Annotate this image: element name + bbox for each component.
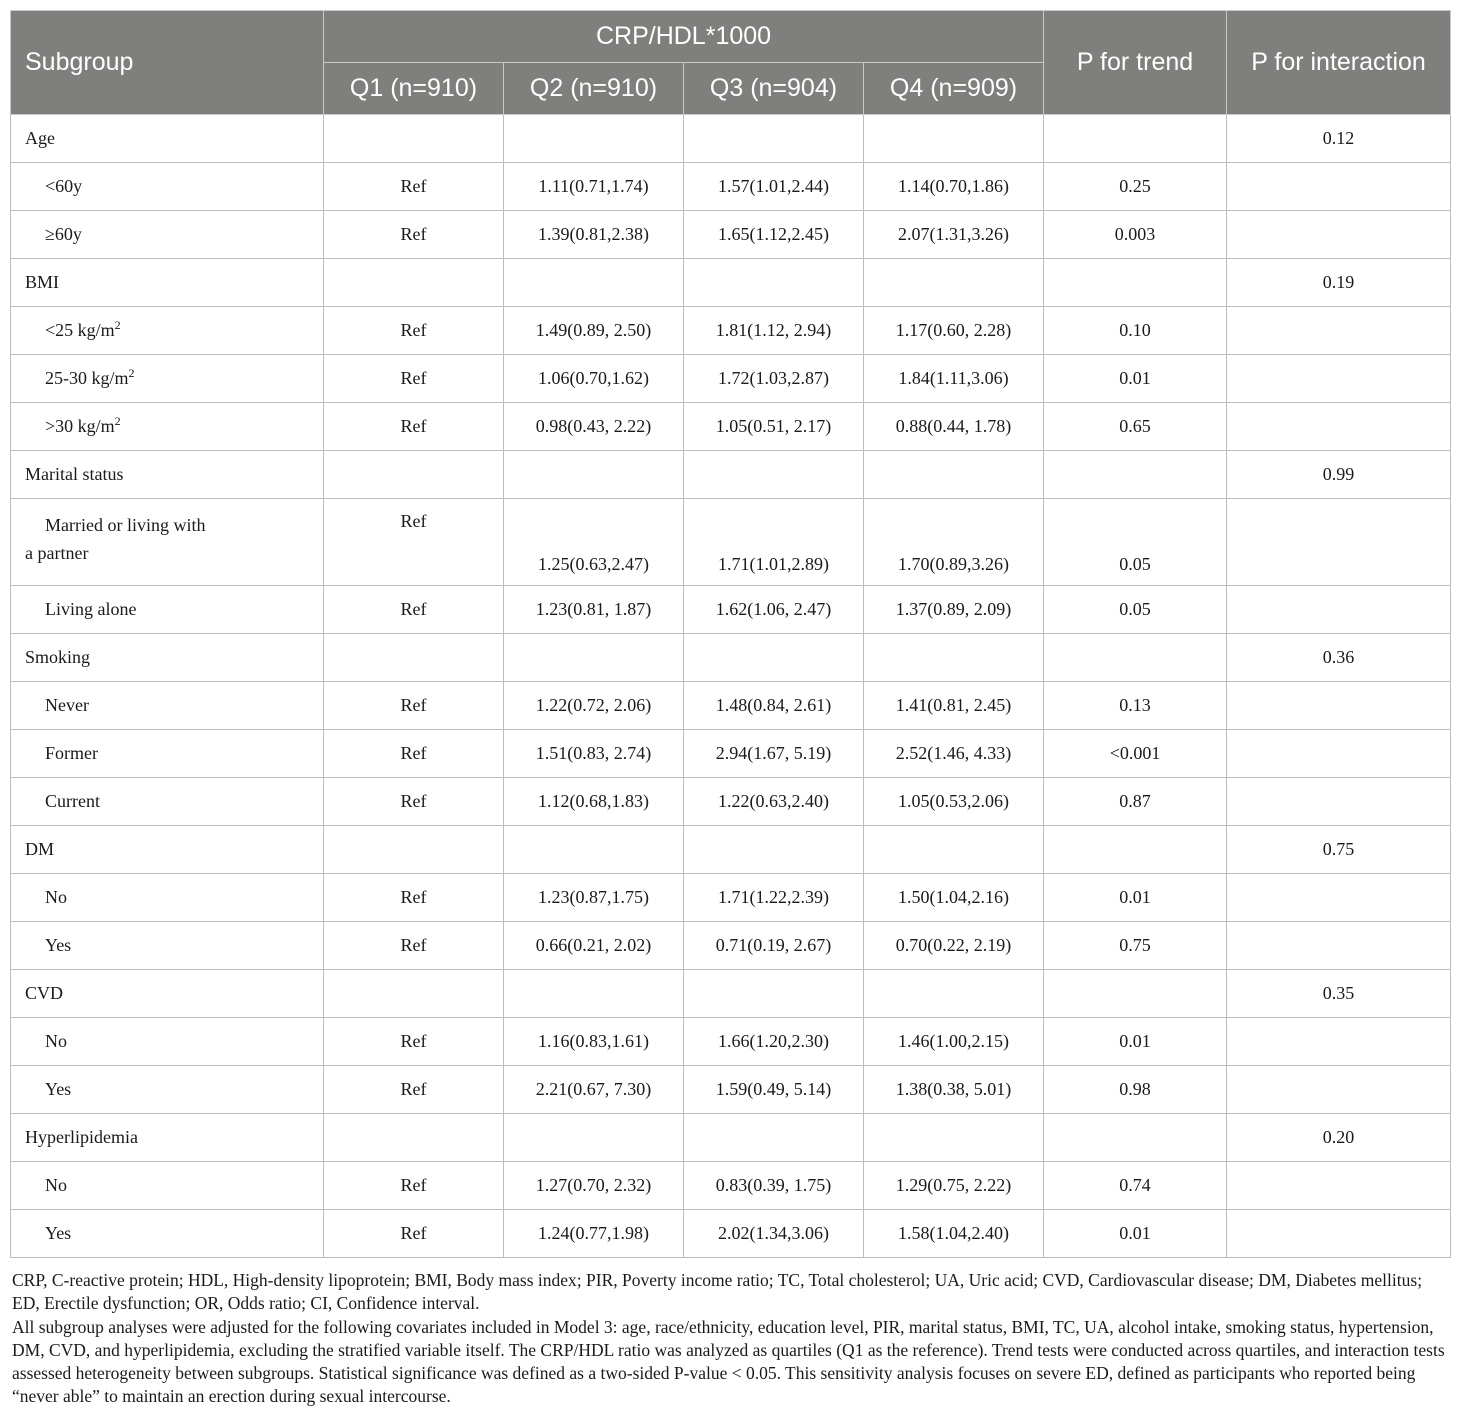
row-label: Yes	[11, 1066, 324, 1114]
q1-cell: Ref	[324, 778, 504, 826]
q4-cell: 0.70(0.22, 2.19)	[864, 922, 1044, 970]
q3-cell: 1.59(0.49, 5.14)	[684, 1066, 864, 1114]
table-row	[11, 874, 1451, 922]
q4-cell: 1.70(0.89,3.26)	[864, 499, 1044, 586]
row-label: Yes	[11, 922, 324, 970]
p-trend-cell: 0.01	[1044, 874, 1227, 922]
group-label: Hyperlipidemia	[11, 1114, 324, 1162]
q3-cell: 1.71(1.22,2.39)	[684, 874, 864, 922]
q2-cell: 1.27(0.70, 2.32)	[504, 1162, 684, 1210]
group-row-marital-status	[11, 451, 1451, 499]
q1-cell: Ref	[324, 307, 504, 355]
q4-cell: 0.88(0.44, 1.78)	[864, 403, 1044, 451]
group-label: DM	[11, 826, 324, 874]
group-row-smoking	[11, 634, 1451, 682]
group-row-cvd	[11, 970, 1451, 1018]
p-interaction-cell: 0.12	[1227, 115, 1451, 163]
p-trend-cell: 0.10	[1044, 307, 1227, 355]
group-row-age	[11, 115, 1451, 163]
p-trend-cell: 0.65	[1044, 403, 1227, 451]
table-row	[11, 403, 1451, 451]
p-trend-cell: 0.003	[1044, 211, 1227, 259]
q3-cell: 1.57(1.01,2.44)	[684, 163, 864, 211]
table-row	[11, 1162, 1451, 1210]
table-row	[11, 730, 1451, 778]
row-label: Current	[11, 778, 324, 826]
table-row	[11, 586, 1451, 634]
q4-cell: 2.52(1.46, 4.33)	[864, 730, 1044, 778]
q1-cell: Ref	[324, 730, 504, 778]
q3-cell: 1.72(1.03,2.87)	[684, 355, 864, 403]
row-label: Former	[11, 730, 324, 778]
q3-cell: 2.94(1.67, 5.19)	[684, 730, 864, 778]
p-trend-cell: 0.98	[1044, 1066, 1227, 1114]
q1-cell: Ref	[324, 586, 504, 634]
table-row	[11, 778, 1451, 826]
row-label: Living alone	[11, 586, 324, 634]
q1-cell: Ref	[324, 355, 504, 403]
table-row	[11, 922, 1451, 970]
table-row	[11, 1066, 1451, 1114]
table-row	[11, 307, 1451, 355]
group-row-dm	[11, 826, 1451, 874]
q2-cell: 0.66(0.21, 2.02)	[504, 922, 684, 970]
row-label: No	[11, 1162, 324, 1210]
table-row	[11, 163, 1451, 211]
p-trend-cell: 0.74	[1044, 1162, 1227, 1210]
header-group-title: CRP/HDL*1000	[324, 11, 1044, 63]
row-label: Married or living with a partner	[11, 499, 324, 586]
q2-cell: 1.24(0.77,1.98)	[504, 1210, 684, 1258]
table-row	[11, 1210, 1451, 1258]
table-container	[10, 10, 1450, 1409]
table-row	[11, 1018, 1451, 1066]
q4-cell: 1.37(0.89, 2.09)	[864, 586, 1044, 634]
q1-cell: Ref	[324, 874, 504, 922]
p-trend-cell: 0.01	[1044, 1210, 1227, 1258]
q2-cell: 1.23(0.81, 1.87)	[504, 586, 684, 634]
p-trend-cell: 0.87	[1044, 778, 1227, 826]
q4-cell: 2.07(1.31,3.26)	[864, 211, 1044, 259]
q3-cell: 1.66(1.20,2.30)	[684, 1018, 864, 1066]
q4-cell: 1.05(0.53,2.06)	[864, 778, 1044, 826]
q3-cell: 1.22(0.63,2.40)	[684, 778, 864, 826]
table-header	[11, 11, 1451, 115]
q3-cell: 1.65(1.12,2.45)	[684, 211, 864, 259]
header-q1: Q1 (n=910)	[324, 63, 504, 115]
q2-cell: 2.21(0.67, 7.30)	[504, 1066, 684, 1114]
q2-cell: 0.98(0.43, 2.22)	[504, 403, 684, 451]
q4-cell: 1.17(0.60, 2.28)	[864, 307, 1044, 355]
q2-cell: 1.22(0.72, 2.06)	[504, 682, 684, 730]
q3-cell: 1.62(1.06, 2.47)	[684, 586, 864, 634]
q3-cell: 0.83(0.39, 1.75)	[684, 1162, 864, 1210]
q2-cell: 1.11(0.71,1.74)	[504, 163, 684, 211]
q4-cell: 1.38(0.38, 5.01)	[864, 1066, 1044, 1114]
q1-cell: Ref	[324, 1210, 504, 1258]
q4-cell: 1.46(1.00,2.15)	[864, 1018, 1044, 1066]
header-subgroup: Subgroup	[11, 11, 324, 115]
group-row-hyperlipidemia	[11, 1114, 1451, 1162]
q1-cell: Ref	[324, 163, 504, 211]
q1-cell: Ref	[324, 1018, 504, 1066]
row-label: 25-30 $kg/m^2$	[11, 355, 324, 403]
p-trend-cell: 0.01	[1044, 355, 1227, 403]
row-label: Yes	[11, 1210, 324, 1258]
q4-cell: 1.14(0.70,1.86)	[864, 163, 1044, 211]
header-p-trend: P for trend	[1044, 11, 1227, 115]
row-label: ≥60y	[11, 211, 324, 259]
group-label: Smoking	[11, 634, 324, 682]
p-interaction-cell: 0.20	[1227, 1114, 1451, 1162]
q1-cell: Ref	[324, 1066, 504, 1114]
table-row	[11, 499, 1451, 586]
row-label: No	[11, 1018, 324, 1066]
q4-cell: 1.50(1.04,2.16)	[864, 874, 1044, 922]
group-row-bmi	[11, 259, 1451, 307]
table-row	[11, 355, 1451, 403]
q1-cell: Ref	[324, 1162, 504, 1210]
header-q3: Q3 (n=904)	[684, 63, 864, 115]
row-label: No	[11, 874, 324, 922]
row-label: >30 $kg/m^2$	[11, 403, 324, 451]
group-label: Age	[11, 115, 324, 163]
row-label: <60y	[11, 163, 324, 211]
q2-cell: 1.16(0.83,1.61)	[504, 1018, 684, 1066]
p-interaction-cell: 0.75	[1227, 826, 1451, 874]
q4-cell: 1.41(0.81, 2.45)	[864, 682, 1044, 730]
header-q4: Q4 (n=909)	[864, 63, 1044, 115]
q2-cell: 1.25(0.63,2.47)	[504, 499, 684, 586]
q2-cell: 1.39(0.81,2.38)	[504, 211, 684, 259]
q2-cell: 1.51(0.83, 2.74)	[504, 730, 684, 778]
q3-cell: 1.05(0.51, 2.17)	[684, 403, 864, 451]
q3-cell: 0.71(0.19, 2.67)	[684, 922, 864, 970]
p-interaction-cell: 0.36	[1227, 634, 1451, 682]
q4-cell: 1.58(1.04,2.40)	[864, 1210, 1044, 1258]
row-label: <25 $kg/m^2$	[11, 307, 324, 355]
q2-cell: 1.12(0.68,1.83)	[504, 778, 684, 826]
q2-cell: 1.49(0.89, 2.50)	[504, 307, 684, 355]
row-label: Never	[11, 682, 324, 730]
q2-cell: 1.23(0.87,1.75)	[504, 874, 684, 922]
q4-cell: 1.84(1.11,3.06)	[864, 355, 1044, 403]
q1-cell: Ref	[324, 499, 504, 586]
p-interaction-cell: 0.19	[1227, 259, 1451, 307]
p-trend-cell: 0.05	[1044, 499, 1227, 586]
q3-cell: 1.71(1.01,2.89)	[684, 499, 864, 586]
p-trend-cell: 0.75	[1044, 922, 1227, 970]
q3-cell: 2.02(1.34,3.06)	[684, 1210, 864, 1258]
footnote-abbreviations: CRP, C-reactive protein; HDL, High-density lipoprotein; BMI, Body mass index; PIR, Poverty income ratio; TC, Total cholesterol; UA, Uric acid; CVD, Cardiovascular disease; DM, Diabetes mellitus; ED, Erectile dysfunction; OR, Odds ratio; CI, Confidence interval.	[12, 1270, 1423, 1313]
q1-cell: Ref	[324, 682, 504, 730]
table-footnotes	[10, 1269, 1452, 1408]
q1-cell: Ref	[324, 403, 504, 451]
group-label: BMI	[11, 259, 324, 307]
p-trend-cell: 0.25	[1044, 163, 1227, 211]
p-trend-cell: <0.001	[1044, 730, 1227, 778]
q2-cell: 1.06(0.70,1.62)	[504, 355, 684, 403]
p-trend-cell: 0.13	[1044, 682, 1227, 730]
q3-cell: 1.48(0.84, 2.61)	[684, 682, 864, 730]
header-q2: Q2 (n=910)	[504, 63, 684, 115]
table-row	[11, 682, 1451, 730]
subgroup-analysis-table	[10, 10, 1451, 1258]
table-body	[11, 115, 1451, 1258]
p-interaction-cell: 0.99	[1227, 451, 1451, 499]
p-trend-cell: 0.05	[1044, 586, 1227, 634]
p-interaction-cell: 0.35	[1227, 970, 1451, 1018]
q3-cell: 1.81(1.12, 2.94)	[684, 307, 864, 355]
group-label: Marital status	[11, 451, 324, 499]
q1-cell: Ref	[324, 922, 504, 970]
footnote-methods: All subgroup analyses were adjusted for the following covariates included in Model 3: age, race/ethnicity, education level, PIR, marital status, BMI, TC, UA, alcohol intake, smoking status, hypertension, DM, CVD, and hyperlipidemia, excluding the stratified variable itself. The CRP/HDL ratio was analyzed as quartiles (Q1 as the reference). Trend tests were conducted across quartiles, and interaction tests assessed heterogeneity between subgroups. Statistical significance was defined as a two-sided P-value < 0.05. This sensitivity analysis focuses on severe ED, defined as participants who reported being “never able” to maintain an erection during sexual intercourse.	[12, 1317, 1445, 1406]
group-label: CVD	[11, 970, 324, 1018]
q1-cell: Ref	[324, 211, 504, 259]
header-p-interaction: P for interaction	[1227, 11, 1451, 115]
table-row	[11, 211, 1451, 259]
p-trend-cell: 0.01	[1044, 1018, 1227, 1066]
q4-cell: 1.29(0.75, 2.22)	[864, 1162, 1044, 1210]
